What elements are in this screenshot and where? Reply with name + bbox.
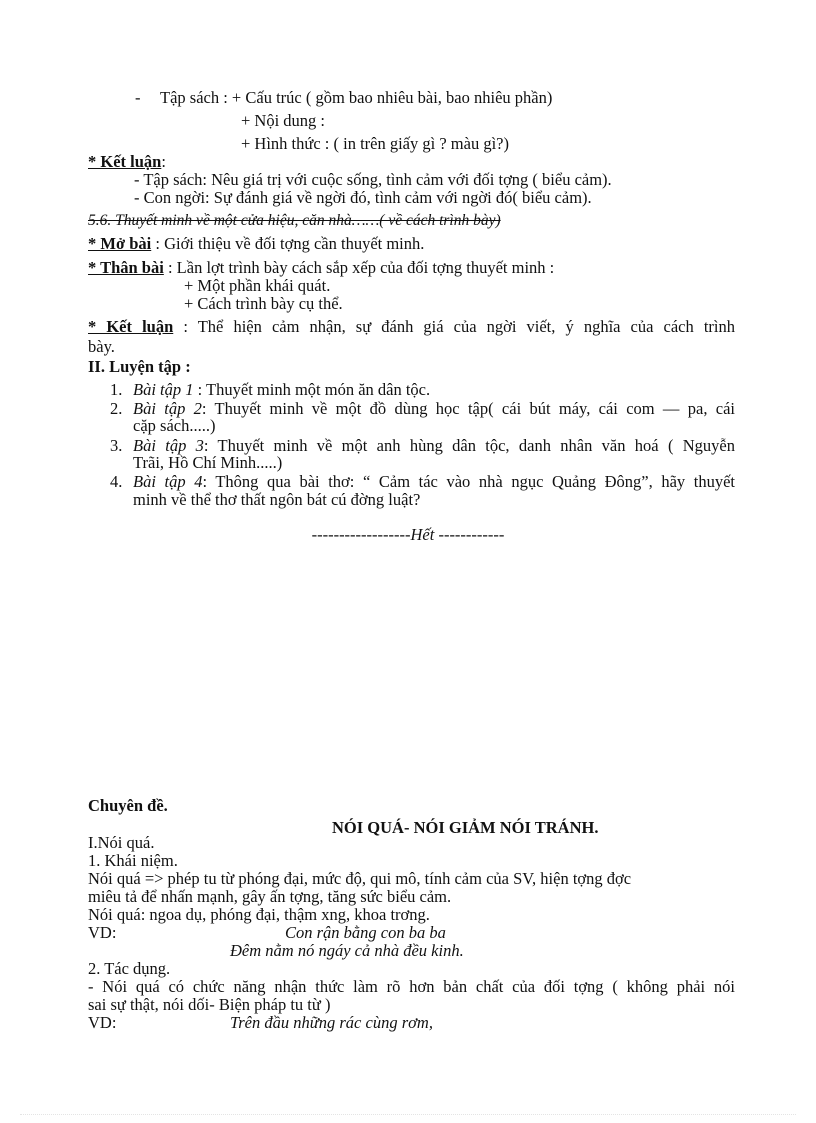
exercise-2-number: 2.	[110, 399, 123, 418]
exercise-2	[133, 399, 735, 419]
section-5-6-heading: 5.6. Thuyết minh về một cửa hiệu, căn nhà……( về cách trình bày)	[88, 212, 501, 229]
ket-luan-2-cont: bày.	[88, 337, 115, 356]
exercise-4-label: Bài tập 4	[133, 472, 203, 491]
tap-sach-line: Tập sách : + Cấu trúc ( gồm bao nhiêu bài, bao nhiêu phần)	[160, 88, 553, 107]
tac-dung-line-1: - Nói quá có chức năng nhận thức làm rõ hơn bản chất của đối tợng ( không phải nói	[88, 977, 735, 996]
definition-line-1: Nói quá => phép tu từ phóng đại, mức độ, qui mô, tính cảm của SV, hiện tợng đợc	[88, 869, 632, 888]
ket-luan-colon: :	[161, 152, 166, 171]
end-marker-word: Hết	[410, 525, 435, 544]
page-bottom-rule	[20, 1114, 796, 1115]
than-bai-label: * Thân bài	[88, 258, 164, 277]
exercise-1	[133, 380, 430, 400]
luyen-tap-heading	[88, 357, 191, 377]
exercise-3-number: 3.	[110, 436, 123, 455]
hinh-thuc-line: + Hình thức : ( in trên giấy gì ? màu gì?)	[241, 134, 509, 153]
exercise-3-label: Bài tập 3	[133, 436, 204, 455]
example-2-label: VD:	[88, 1013, 117, 1032]
exercise-2-label: Bài tập 2	[133, 399, 202, 418]
mo-bai-line	[88, 234, 424, 254]
exercise-2-cont: cặp sách.....)	[133, 416, 216, 435]
exercise-4-cont: minh về thể thơ thất ngôn bát cú đờng luật?	[133, 490, 421, 509]
synonyms-line: Nói quá: ngoa dụ, phóng đại, thậm xng, khoa trơng.	[88, 905, 430, 924]
end-marker-left: ------------------	[311, 525, 411, 544]
noi-dung-line: + Nội dung :	[241, 111, 326, 130]
example-1-line-1: Con rận bằng con ba ba	[285, 923, 446, 942]
topic-title: NÓI QUÁ- NÓI GIẢM NÓI TRÁNH.	[332, 818, 599, 837]
exercise-4-number: 4.	[110, 472, 123, 491]
ket-luan-line-2: - Con ngời: Sự đánh giá về ngời đó, tình cảm với ngời đó( biểu cảm).	[134, 188, 592, 207]
than-bai-item-2: + Cách trình bày cụ thể.	[184, 294, 343, 313]
mo-bai-label: * Mở bài	[88, 234, 152, 253]
example-1-line-2: Đêm nằm nó ngáy cả nhà đều kinh.	[230, 941, 464, 960]
ket-luan-label: * Kết luận	[88, 152, 162, 171]
chuyen-de-label: Chuyên đề.	[88, 796, 168, 815]
tac-dung-line-2: sai sự thật, nói dối- Biện pháp tu từ )	[88, 995, 331, 1014]
ket-luan-line-1: - Tập sách: Nêu giá trị với cuộc sống, tình cảm với đối tợng ( biểu cảm).	[134, 170, 612, 189]
exercise-3-cont: Trãi, Hồ Chí Minh.....)	[133, 453, 283, 472]
end-marker	[0, 525, 816, 545]
exercise-1-label: Bài tập 1	[133, 380, 194, 399]
mo-bai-text: : Giới thiệu về đối tợng cần thuyết minh.	[155, 234, 425, 253]
khai-niem-heading: 1. Khái niệm.	[88, 851, 178, 870]
than-bai-text: : Lần lợt trình bày cách sắp xếp của đối tợng thuyết minh :	[167, 258, 555, 277]
end-marker-right: ------------	[434, 525, 505, 544]
ket-luan-2-line	[88, 317, 735, 337]
tac-dung-heading: 2. Tác dụng.	[88, 959, 171, 978]
exercise-1-text: : Thuyết minh một món ăn dân tộc.	[193, 380, 431, 399]
luyen-tap-label: II. Luyện tập	[88, 357, 182, 376]
than-bai-item-1: + Một phần khái quát.	[184, 276, 331, 295]
exercise-4-text: : Thông qua bài thơ: “ Cảm tác vào nhà ngục Quảng Đông”, hãy thuyết	[202, 472, 735, 491]
exercise-3-text: : Thuyết minh về một anh hùng dân tộc, danh nhân văn hoá ( Nguyễn	[203, 436, 736, 455]
definition-line-2: miêu tả để nhấn mạnh, gây ấn tợng, tăng sức biểu cảm.	[88, 887, 452, 906]
ket-luan-2-text: : Thể hiện cảm nhận, sự đánh giá của ngời viết, ý nghĩa của cách trình	[183, 317, 736, 336]
ket-luan-heading	[88, 152, 166, 172]
tap-sach-dash: -	[135, 88, 141, 107]
example-1-label: VD:	[88, 923, 117, 942]
ket-luan-2-label: * Kết luận	[88, 317, 174, 336]
exercise-2-text: : Thuyết minh về một đồ dùng học tập( cái bút máy, cái com — pa, cái	[201, 399, 735, 418]
section-noi-qua: I.Nói quá.	[88, 833, 155, 852]
exercise-4	[133, 472, 735, 492]
exercise-1-number: 1.	[110, 380, 123, 399]
luyen-tap-colon: :	[185, 357, 191, 376]
than-bai-line	[88, 258, 554, 278]
example-2-line-1: Trên đầu những rác cùng rơm,	[230, 1013, 433, 1032]
